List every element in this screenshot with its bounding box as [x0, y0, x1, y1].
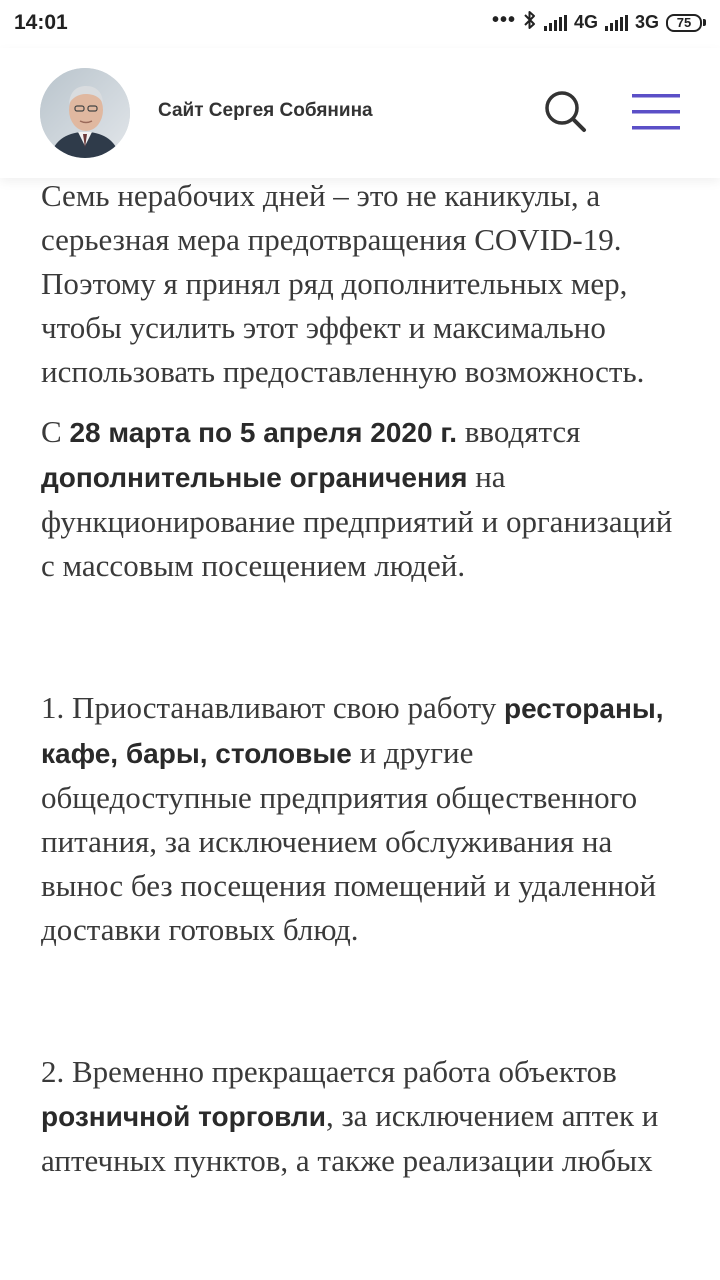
paragraph-restrictions [41, 410, 681, 588]
text: вводятся [457, 414, 581, 449]
status-time: 14:01 [14, 11, 68, 34]
text: С [41, 414, 70, 449]
paragraph-intro: Семь нерабочих дней – это не каникулы, а серьезная мера предотвращения COVID-19. Поэтому я принял ряд дополнительных мер, чтобы усилить этот эффект и максимально использовать предоставленную возможность. [41, 178, 645, 389]
bold-restaurants: рестораны, кафе, бары, столовые [41, 693, 664, 769]
text: 1. Приостанавливают свою работу [41, 690, 504, 725]
bold-restrictions: дополнительные ограничения [41, 462, 468, 493]
search-button[interactable] [540, 86, 592, 138]
notification-dots: ••• [491, 8, 516, 31]
network-4g-label: 4G [573, 12, 598, 32]
article-content [41, 178, 681, 1183]
paragraph-item-1 [41, 686, 681, 952]
bold-retail: розничной торговли [41, 1101, 326, 1132]
search-icon [540, 86, 592, 138]
menu-button[interactable] [628, 90, 684, 134]
battery-icon [666, 14, 706, 32]
site-title[interactable]: Сайт Сергея Собянина [158, 100, 373, 121]
bold-dates: 28 марта по 5 апреля 2020 г. [69, 417, 457, 448]
text: , за исключением аптек и аптечных пунктов, а также реализации любых [41, 1098, 659, 1178]
battery-level: 75 [666, 14, 702, 32]
site-header [0, 48, 720, 178]
avatar[interactable] [40, 68, 130, 158]
paragraph-item-2 [41, 1050, 681, 1183]
network-3g-label: 3G [634, 12, 659, 32]
signal-icon-2 [605, 15, 628, 31]
hamburger-menu-icon [628, 90, 684, 134]
text: и другие общедоступные предприятия общественного питания, за исключением обслуживания на вынос без посещения помещений и удаленной доставки готовых блюд. [41, 735, 657, 947]
text: на функционирование предприятий и организаций с массовым посещением людей. [41, 459, 673, 583]
signal-icon [544, 15, 567, 31]
status-icons [492, 10, 706, 35]
status-bar [0, 0, 720, 48]
text: 2. Временно прекращается работа объектов [41, 1054, 617, 1089]
bluetooth-icon [523, 10, 537, 35]
